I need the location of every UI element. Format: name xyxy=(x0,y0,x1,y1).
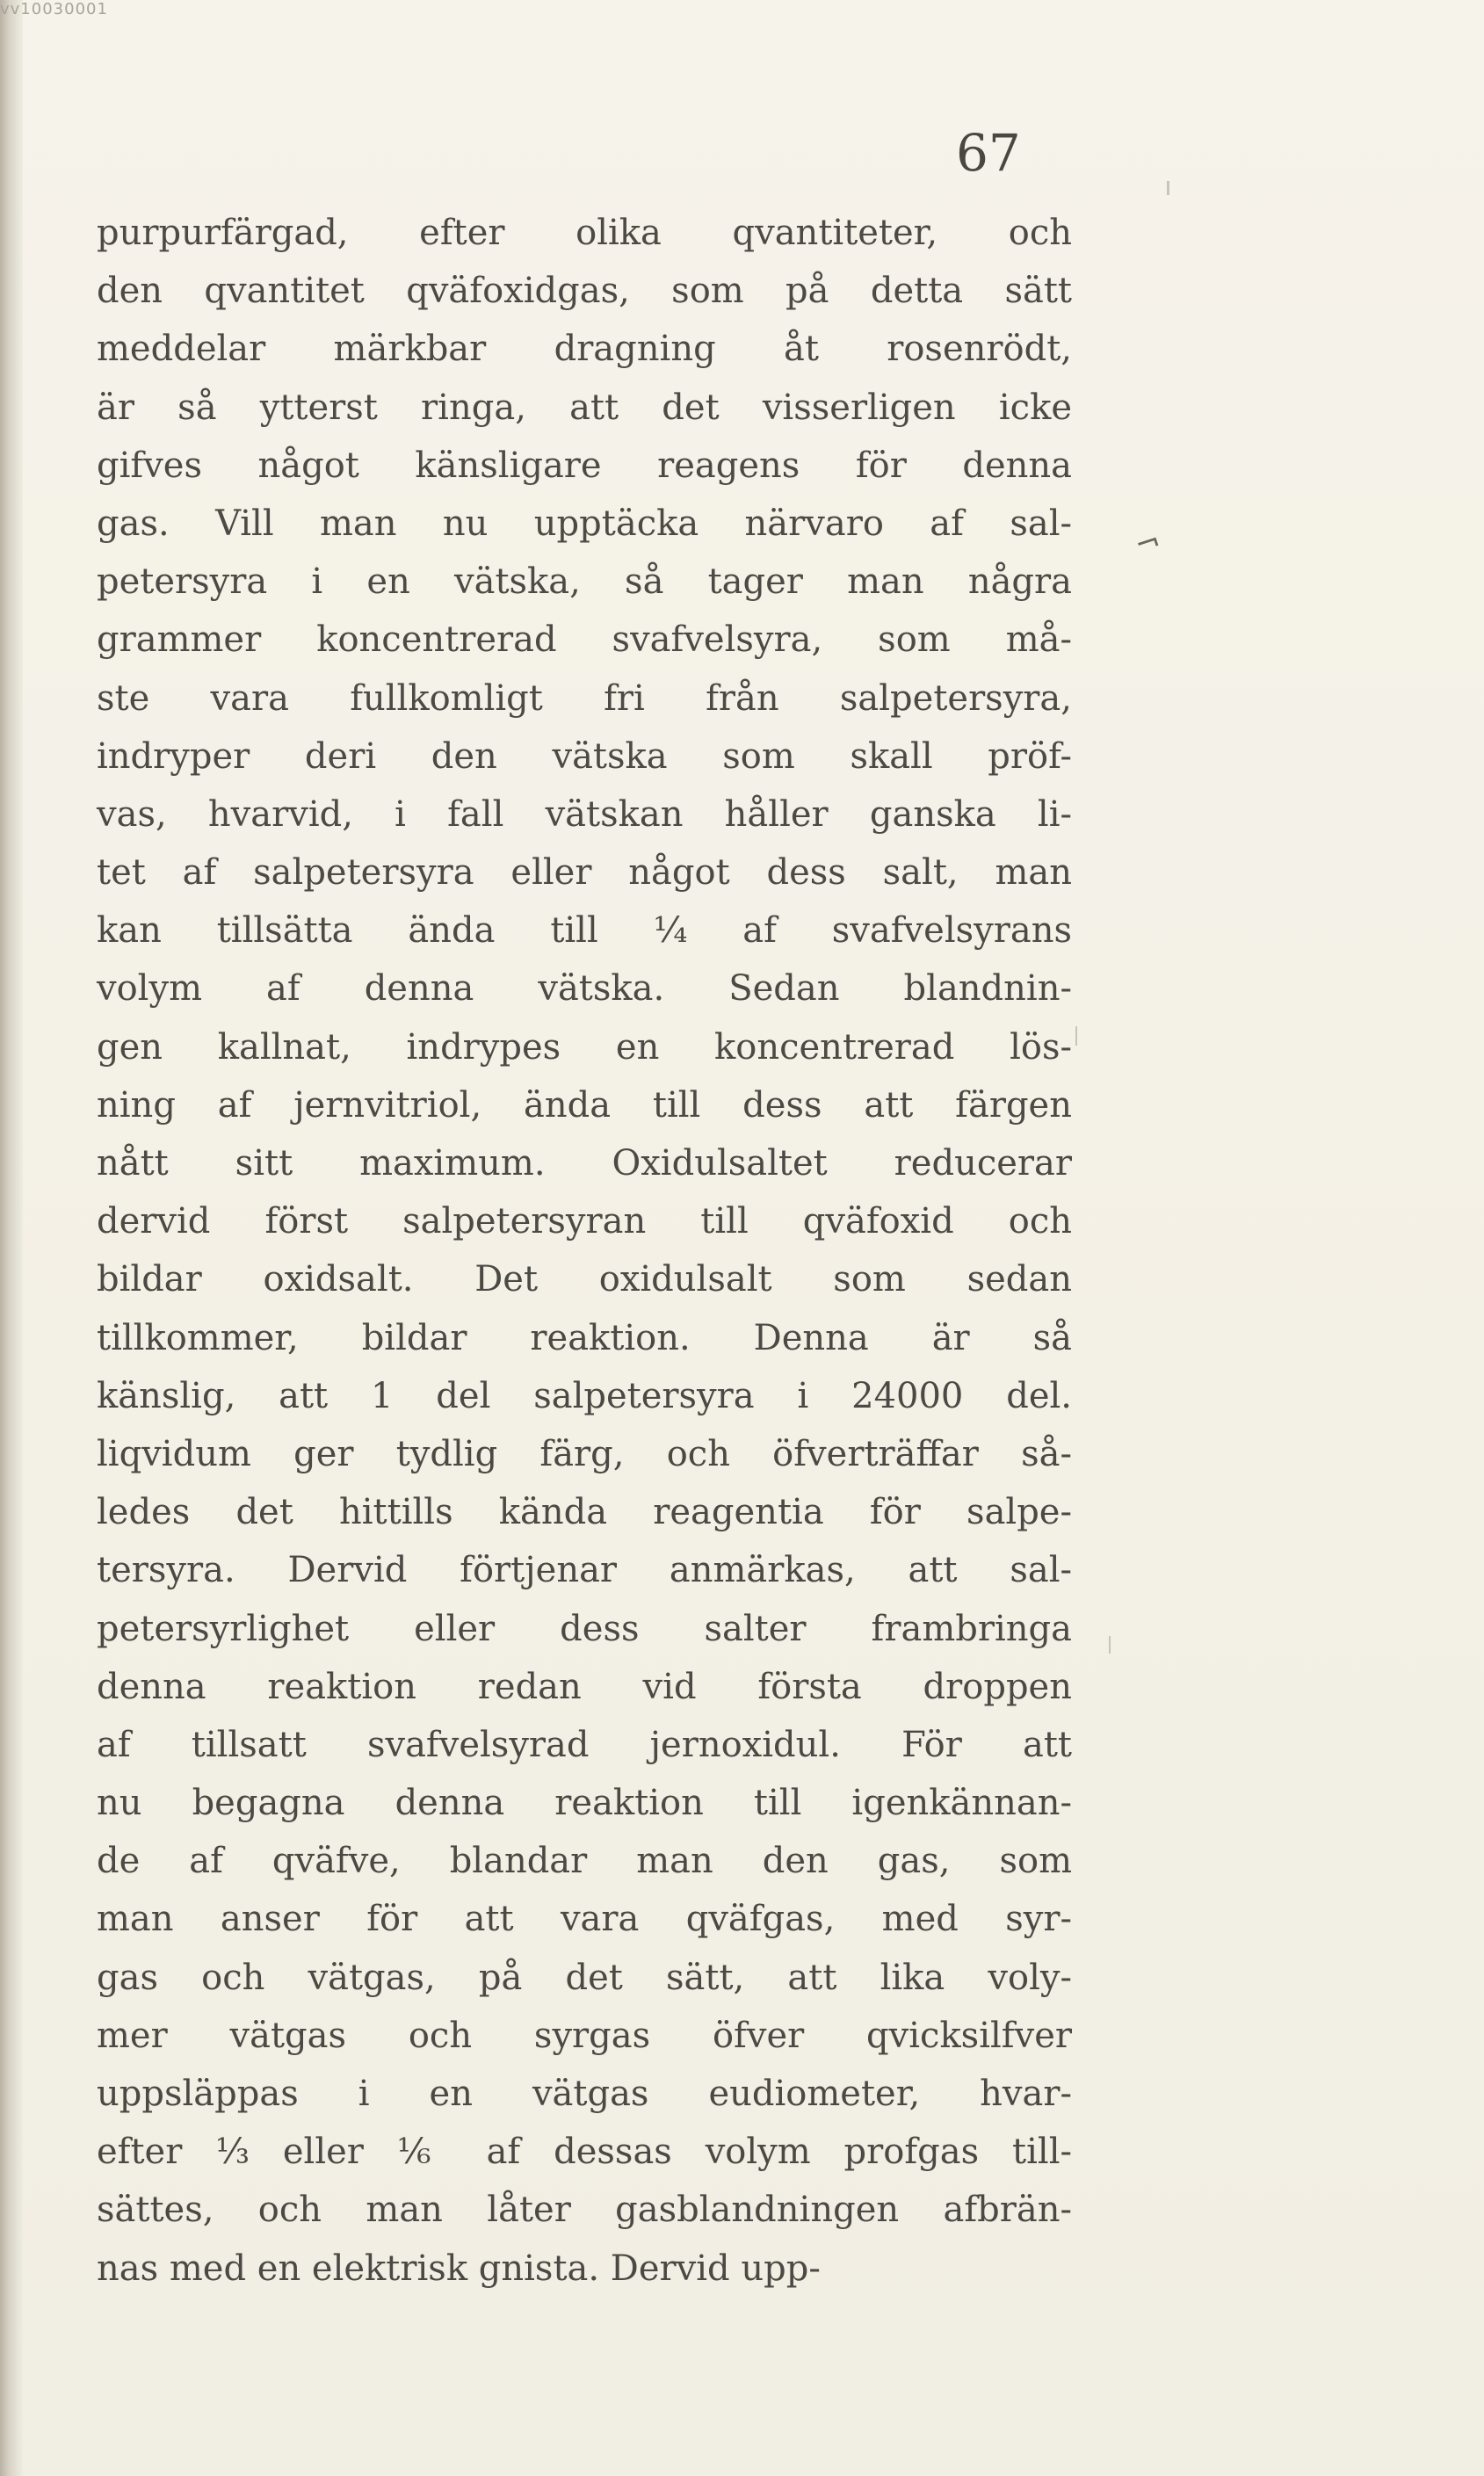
text-line: vas, hvarvid, i fall vätskan håller ganska li- xyxy=(97,793,1072,835)
text-line: mer vätgas och syrgas öfver qvicksilfver xyxy=(97,2015,1072,2056)
text-line: är så ytterst ringa, att det visserligen icke xyxy=(97,387,1072,428)
text-line: bildar oxidsalt. Det oxidulsalt som sedan xyxy=(97,1259,1072,1300)
text-line: af tillsatt svafvelsyrad jernoxidul. För att xyxy=(97,1724,1072,1765)
text-line: tersyra. Dervid förtjenar anmärkas, att sal- xyxy=(97,1550,1072,1591)
text-line: denna reaktion redan vid första droppen xyxy=(97,1666,1072,1707)
text-line: indryper deri den vätska som skall pröf- xyxy=(97,735,1072,777)
text-line: liqvidum ger tydlig färg, och öfverträffar så- xyxy=(97,1433,1072,1474)
text-line: gifves något känsligare reagens för denna xyxy=(97,445,1072,486)
text-line: dervid först salpetersyran till qväfoxid och xyxy=(97,1201,1072,1242)
text-line: den qvantitet qväfoxidgas, som på detta sätt xyxy=(97,271,1072,312)
text-line: nas med en elektrisk gnista. Dervid upp- xyxy=(97,2248,821,2289)
text-line: volym af denna vätska. Sedan blandnin- xyxy=(97,968,1072,1010)
paper-speck xyxy=(1109,1636,1111,1654)
text-line: kan tillsätta ända till ¼ af svafvelsyrans xyxy=(97,910,1072,952)
margin-annotation-mark: ¬ xyxy=(1130,522,1165,564)
paper-speck xyxy=(1167,181,1169,195)
text-line: gas. Vill man nu upptäcka närvaro af sal- xyxy=(97,503,1072,544)
text-line: ledes det hittills kända reagentia för salpe- xyxy=(97,1492,1072,1533)
text-line: ning af jernvitriol, ända till dess att färgen xyxy=(97,1084,1072,1126)
text-line: petersyrlighet eller dess salter frambringa xyxy=(97,1608,1072,1649)
body-text xyxy=(97,204,1072,2298)
text-line: de af qväfve, blandar man den gas, som xyxy=(97,1841,1072,1882)
text-line: nått sitt maximum. Oxidulsaltet reducerar xyxy=(97,1143,1072,1184)
text-line: meddelar märkbar dragning åt rosenrödt, xyxy=(97,329,1072,370)
text-line: nu begagna denna reaktion till igenkännan- xyxy=(97,1783,1072,1824)
text-line: man anser för att vara qväfgas, med syr- xyxy=(97,1899,1072,1940)
page-number: 67 xyxy=(956,123,1021,183)
text-line: petersyra i en vätska, så tager man några xyxy=(97,561,1072,603)
text-line: purpurfärgad, efter olika qvantiteter, och xyxy=(97,213,1072,253)
text-line: grammer koncentrerad svafvelsyra, som må- xyxy=(97,619,1072,661)
text-line: uppsläppas i en vätgas eudiometer, hvar- xyxy=(97,2074,1072,2114)
text-line: sättes, och man låter gasblandningen afbrän- xyxy=(97,2190,1072,2231)
text-line: efter ⅓ eller ⅙ af dessas volym profgas till- xyxy=(97,2132,1072,2173)
text-line: tillkommer, bildar reaktion. Denna är så xyxy=(97,1317,1072,1358)
text-line: gen kallnat, indrypes en koncentrerad lös- xyxy=(97,1026,1072,1068)
text-line: gas och vätgas, på det sätt, att lika voly- xyxy=(97,1957,1072,1998)
text-line: känslig, att 1 del salpetersyra i 24000 del. xyxy=(97,1375,1072,1416)
paper-speck xyxy=(1075,1026,1077,1046)
text-line: ste vara fullkomligt fri från salpetersyra, xyxy=(97,677,1072,719)
text-line: tet af salpetersyra eller något dess salt, man xyxy=(97,852,1072,894)
scan-identifier: vv10030001 xyxy=(0,0,108,18)
page-binding-edge xyxy=(0,0,23,2476)
